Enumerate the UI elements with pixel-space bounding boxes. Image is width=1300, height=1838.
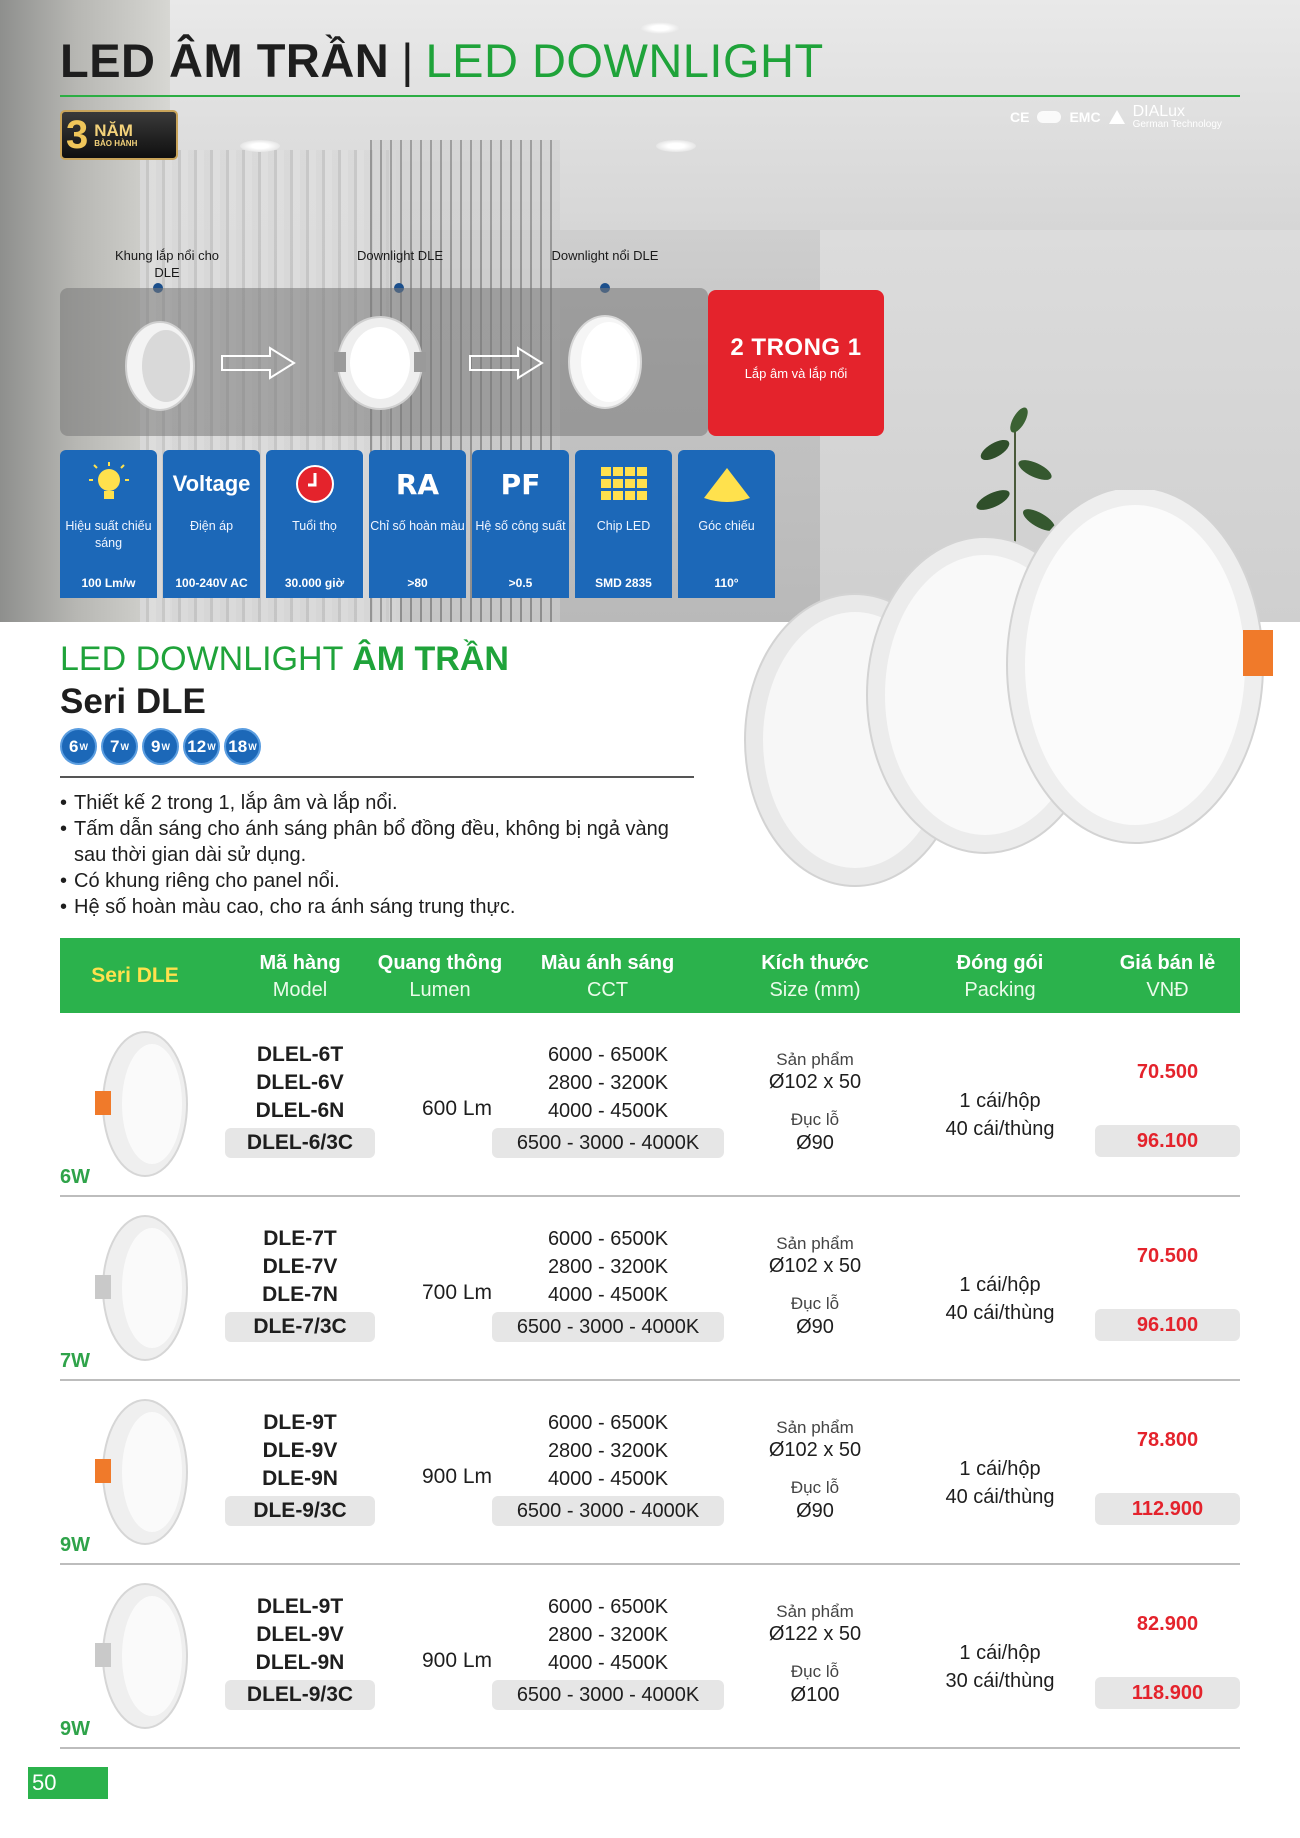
header-size: Kích thước Size (mm) <box>761 952 869 1001</box>
spec-value: 100-240V AC <box>175 576 248 590</box>
row-models <box>225 1041 375 1158</box>
model-code: DLEL-6T <box>256 1043 344 1066</box>
surface-downlight-image <box>565 310 645 414</box>
feature-item: • Tấm dẫn sáng cho ánh sáng phân bổ đồng đều, không bị ngả vàng sau thời gian dài sử dụng. <box>60 816 700 868</box>
row-price-3c: 118.900 <box>1095 1677 1240 1709</box>
row-lumen: 900 Lm <box>421 1465 493 1488</box>
spec-label: Tuổi thọ <box>292 519 337 533</box>
packing-box: 1 cái/hộp <box>959 1090 1041 1112</box>
table-row <box>60 1381 1240 1565</box>
packing-carton: 40 cái/thùng <box>945 1302 1055 1324</box>
spec-tile-efficiency <box>60 450 157 598</box>
title-bold: LED ÂM TRẦN <box>60 33 390 87</box>
packing-carton: 40 cái/thùng <box>945 1118 1055 1140</box>
wattage-badges <box>60 728 261 765</box>
downlight-dle-image <box>328 308 428 418</box>
spec-label: Góc chiếu <box>698 519 755 533</box>
warranty-number: 3 <box>66 113 89 157</box>
cut-label: Đục lỗ <box>790 1662 840 1682</box>
spec-value: SMD 2835 <box>595 576 652 590</box>
row-wattage: 6W <box>60 1166 90 1188</box>
downlight-thumbnail <box>90 1397 190 1547</box>
clock-icon <box>295 464 335 504</box>
step-label-frame: Khung lắp nổi cho DLE <box>114 248 220 280</box>
header-cct: Màu ánh sáng CCT <box>540 952 675 1001</box>
page-number: 50 <box>28 1767 108 1799</box>
model-code-3c: DLEL-6/3C <box>225 1128 375 1158</box>
size-label: Sản phẩm <box>776 1602 854 1621</box>
model-code: DLEL-9N <box>255 1651 345 1674</box>
cut-label: Đục lỗ <box>790 1110 840 1130</box>
row-price: 70.500 <box>1136 1061 1199 1083</box>
two-in-one-badge <box>708 290 884 436</box>
two-in-one-subtitle: Lắp âm và lắp nổi <box>744 366 848 381</box>
row-wattage: 9W <box>60 1534 90 1556</box>
row-models <box>225 1409 375 1526</box>
cct-value: 4000 - 4500K <box>547 1100 669 1122</box>
page-title <box>60 34 824 86</box>
spec-value: 30.000 giờ <box>284 576 345 590</box>
downlight-thumbnail <box>90 1581 190 1731</box>
wattage-badge: 18 W <box>224 728 261 765</box>
spec-value: >0.5 <box>508 576 533 590</box>
dialux-logo-icon <box>1109 110 1125 124</box>
header-price: Giá bán lẻ VNĐ <box>1119 952 1216 1001</box>
row-size <box>740 1417 890 1524</box>
cct-value: 2800 - 3200K <box>547 1440 669 1462</box>
spec-tile-lifetime <box>266 450 363 598</box>
dialux-label: DIALux <box>1132 103 1186 120</box>
wattage-badge: 7 W <box>101 728 138 765</box>
row-packing <box>920 1087 1080 1143</box>
header-packing: Đóng gói Packing <box>956 952 1044 1001</box>
model-code: DLEL-9V <box>256 1623 344 1646</box>
dialux-sub: German Technology <box>1132 119 1222 130</box>
table-header <box>60 938 1240 1013</box>
series-title: Seri DLE <box>60 682 206 721</box>
downlight-thumbnail <box>90 1029 190 1179</box>
model-code: DLE-7N <box>262 1283 338 1306</box>
cut-value: Ø90 <box>796 1315 834 1338</box>
size-label: Sản phẩm <box>776 1418 854 1437</box>
subtitle-bold: ÂM TRẦN <box>352 640 509 678</box>
table-row <box>60 1565 1240 1749</box>
cct-value: 6000 - 6500K <box>547 1412 669 1434</box>
row-size <box>740 1049 890 1156</box>
warranty-badge <box>60 110 178 160</box>
packing-box: 1 cái/hộp <box>959 1458 1041 1480</box>
cut-value: Ø100 <box>790 1683 840 1706</box>
header-lumen: Quang thông Lumen <box>377 952 503 1001</box>
spec-value: 110° <box>714 576 739 590</box>
ce-mark: CE <box>1010 109 1030 125</box>
header-model: Mã hàng Model <box>259 952 341 1001</box>
size-value: Ø102 x 50 <box>768 1071 862 1094</box>
wattage-badge: 9 W <box>142 728 179 765</box>
cct-value: 4000 - 4500K <box>547 1468 669 1490</box>
size-value: Ø122 x 50 <box>768 1623 862 1646</box>
cct-value: 2800 - 3200K <box>547 1624 669 1646</box>
step-label-downlight: Downlight DLE <box>357 248 443 263</box>
subtitle-light: LED DOWNLIGHT <box>60 640 343 678</box>
size-value: Ø102 x 50 <box>768 1439 862 1462</box>
emc-mark: EMC <box>1069 109 1101 125</box>
spec-value: >80 <box>407 576 428 590</box>
table-row <box>60 1197 1240 1381</box>
model-code: DLE-9T <box>263 1411 337 1434</box>
row-lumen: 700 Lm <box>421 1281 493 1304</box>
row-packing <box>920 1455 1080 1511</box>
product-subtitle <box>60 640 509 679</box>
row-size <box>740 1601 890 1708</box>
cut-label: Đục lỗ <box>790 1294 840 1314</box>
cut-label: Đục lỗ <box>790 1478 840 1498</box>
feature-item: • Có khung riêng cho panel nổi. <box>60 868 700 894</box>
cct-value-3c: 6500 - 3000 - 4000K <box>492 1496 724 1526</box>
size-label: Sản phẩm <box>776 1050 854 1069</box>
cut-value: Ø90 <box>796 1499 834 1522</box>
model-code-3c: DLEL-9/3C <box>225 1680 375 1710</box>
model-code: DLEL-9T <box>256 1595 344 1618</box>
packing-box: 1 cái/hộp <box>959 1642 1041 1664</box>
arrow-right-icon <box>220 346 296 380</box>
spec-label: Hiệu suất chiếu sáng <box>65 519 152 550</box>
spec-label: Chip LED <box>596 519 651 533</box>
warranty-line1: NĂM <box>94 120 133 140</box>
section-divider <box>60 776 694 778</box>
row-models <box>225 1593 375 1710</box>
cct-value: 2800 - 3200K <box>547 1256 669 1278</box>
row-packing <box>920 1271 1080 1327</box>
row-models <box>225 1225 375 1342</box>
cct-value: 6000 - 6500K <box>547 1044 669 1066</box>
cct-value-3c: 6500 - 3000 - 4000K <box>492 1680 724 1710</box>
cct-value-3c: 6500 - 3000 - 4000K <box>492 1128 724 1158</box>
title-underline <box>60 95 1240 97</box>
row-cct <box>492 1593 724 1710</box>
title-green: LED DOWNLIGHT <box>425 33 824 87</box>
spec-value: 100 Lm/w <box>81 576 136 590</box>
packing-box: 1 cái/hộp <box>959 1274 1041 1296</box>
cct-value: 4000 - 4500K <box>547 1284 669 1306</box>
cct-value: 6000 - 6500K <box>547 1228 669 1250</box>
ceiling-light-icon <box>240 140 280 152</box>
row-lumen: 900 Lm <box>421 1649 493 1672</box>
packing-carton: 30 cái/thùng <box>945 1670 1055 1692</box>
ra-icon: RA <box>395 467 440 501</box>
chip-icon <box>601 467 647 501</box>
model-code: DLE-9N <box>262 1467 338 1490</box>
row-lumen: 600 Lm <box>421 1097 493 1120</box>
cct-value: 4000 - 4500K <box>547 1652 669 1674</box>
cct-value-3c: 6500 - 3000 - 4000K <box>492 1312 724 1342</box>
step-label-surface: Downlight nổi DLE <box>551 248 659 263</box>
rohs-icon <box>1037 111 1061 123</box>
voltage-icon: Voltage <box>172 471 251 496</box>
size-value: Ø102 x 50 <box>768 1255 862 1278</box>
installation-steps-panel <box>60 288 708 436</box>
row-cct <box>492 1409 724 1526</box>
spec-label: Hệ số công suất <box>475 519 566 533</box>
spec-tile-ra <box>369 450 466 598</box>
model-code: DLE-9V <box>262 1439 338 1462</box>
row-price: 82.900 <box>1136 1613 1199 1635</box>
feature-item: • Hệ số hoàn màu cao, cho ra ánh sáng trung thực. <box>60 894 700 920</box>
spec-tile-pf <box>472 450 569 598</box>
row-price-3c: 112.900 <box>1095 1493 1240 1525</box>
spec-tile-chip <box>575 450 672 598</box>
size-label: Sản phẩm <box>776 1234 854 1253</box>
pf-icon: PF <box>500 467 541 501</box>
row-size <box>740 1233 890 1340</box>
cct-value: 6000 - 6500K <box>547 1596 669 1618</box>
bulb-icon <box>89 462 129 506</box>
arrow-right-icon <box>468 346 544 380</box>
row-wattage: 9W <box>60 1718 90 1740</box>
model-code: DLEL-6N <box>255 1099 345 1122</box>
row-cct <box>492 1041 724 1158</box>
wattage-badge: 6 W <box>60 728 97 765</box>
cut-value: Ø90 <box>796 1131 834 1154</box>
downlight-thumbnail <box>90 1213 190 1363</box>
row-price-3c: 96.100 <box>1095 1125 1240 1157</box>
model-code: DLE-7T <box>263 1227 337 1250</box>
model-code-3c: DLE-7/3C <box>225 1312 375 1342</box>
row-price-3c: 96.100 <box>1095 1309 1240 1341</box>
title-separator: | <box>401 33 414 87</box>
spec-tiles <box>60 450 775 598</box>
feature-list <box>60 790 700 920</box>
row-packing <box>920 1639 1080 1695</box>
row-cct <box>492 1225 724 1342</box>
surface-frame-image <box>120 316 200 416</box>
wattage-badge: 12 W <box>183 728 220 765</box>
row-price: 70.500 <box>1136 1245 1199 1267</box>
certifications <box>1010 104 1222 130</box>
warranty-line2: BẢO HÀNH <box>94 139 138 149</box>
model-code-3c: DLE-9/3C <box>225 1496 375 1526</box>
row-price: 78.800 <box>1136 1429 1199 1451</box>
header-series: Seri DLE <box>91 964 179 987</box>
ceiling-light-icon <box>656 140 696 152</box>
packing-carton: 40 cái/thùng <box>945 1486 1055 1508</box>
row-wattage: 7W <box>60 1350 90 1372</box>
table-row <box>60 1013 1240 1197</box>
feature-item: • Thiết kế 2 trong 1, lắp âm và lắp nổi. <box>60 790 700 816</box>
spec-tile-voltage <box>163 450 260 598</box>
product-group-image <box>735 490 1275 890</box>
model-code: DLE-7V <box>262 1255 338 1278</box>
two-in-one-title: 2 TRONG 1 <box>730 334 862 361</box>
spec-label: Chỉ số hoàn màu <box>370 519 465 533</box>
spec-label: Điện áp <box>189 519 234 533</box>
cct-value: 2800 - 3200K <box>547 1072 669 1094</box>
model-code: DLEL-6V <box>256 1071 344 1094</box>
